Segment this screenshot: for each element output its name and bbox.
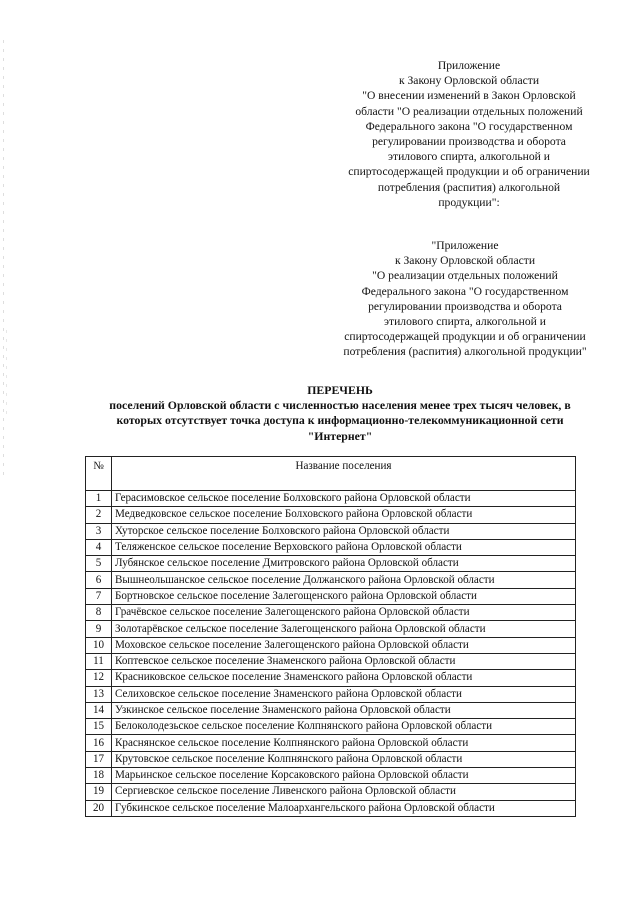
row-number: 6 xyxy=(86,572,112,588)
appendix-line: этилового спирта, алкогольной и xyxy=(384,315,546,329)
list-subtitle-line: которых отсутствует точка доступа к информационно-телекоммуникационной сети xyxy=(116,413,564,428)
column-header-name: Название поселения xyxy=(112,457,576,491)
list-heading xyxy=(90,383,590,444)
table-row xyxy=(86,751,576,767)
table-row xyxy=(86,735,576,751)
row-number: 7 xyxy=(86,588,112,604)
appendix-line: спиртосодержащей продукции и об ограничении xyxy=(348,165,590,179)
row-number: 8 xyxy=(86,605,112,621)
settlement-name: Селиховское сельское поселение Знаменского района Орловской области xyxy=(112,686,576,702)
settlement-name: Узкинское сельское поселение Знаменского района Орловской области xyxy=(112,702,576,718)
row-number: 2 xyxy=(86,507,112,523)
row-number: 15 xyxy=(86,719,112,735)
row-number: 18 xyxy=(86,768,112,784)
appendix-line: потребления (распития) алкогольной xyxy=(377,180,561,194)
settlement-name: Золотарёвское сельское поселение Залегощенского района Орловской области xyxy=(112,621,576,637)
list-subtitle-line: "Интернет" xyxy=(307,428,373,443)
row-number: 9 xyxy=(86,621,112,637)
appendix-header-original xyxy=(305,238,625,360)
table-row xyxy=(86,491,576,507)
settlement-name: Крутовское сельское поселение Колпнянского района Орловской области xyxy=(112,751,576,767)
settlement-name: Герасимовское сельское поселение Болховского района Орловской области xyxy=(112,491,576,507)
settlement-name: Моховское сельское поселение Залегощенского района Орловской области xyxy=(112,637,576,653)
appendix-line: регулировании производства и оборота xyxy=(372,135,566,149)
settlement-name: Медведковское сельское поселение Болховского района Орловской области xyxy=(112,507,576,523)
table-row xyxy=(86,637,576,653)
column-header-number: № xyxy=(86,457,112,491)
settlement-name: Краснянское сельское поселение Колпнянского района Орловской области xyxy=(112,735,576,751)
settlement-name: Сергиевское сельское поселение Ливенского района Орловской области xyxy=(112,784,576,800)
table-row xyxy=(86,588,576,604)
appendix-line: Федерального закона "О государственном xyxy=(361,284,569,298)
table-row xyxy=(86,800,576,816)
table-row xyxy=(86,539,576,555)
settlement-name: Хуторское сельское поселение Болховского района Орловской области xyxy=(112,523,576,539)
settlement-name: Грачёвское сельское поселение Залегощенского района Орловской области xyxy=(112,605,576,621)
table-row xyxy=(86,572,576,588)
appendix-line: Федерального закона "О государственном xyxy=(365,119,573,133)
appendix-line: к Закону Орловской области xyxy=(398,74,540,88)
row-number: 12 xyxy=(86,670,112,686)
table-row xyxy=(86,719,576,735)
settlement-name: Лубянское сельское поселение Дмитровского района Орловской области xyxy=(112,556,576,572)
appendix-line: спиртосодержащей продукции и об ограничении xyxy=(344,330,586,344)
appendix-line: "Приложение xyxy=(431,239,499,252)
appendix-line: области "О реализации отдельных положений xyxy=(355,104,583,118)
row-number: 16 xyxy=(86,735,112,751)
table-row xyxy=(86,702,576,718)
settlement-name: Марьинское сельское поселение Корсаковского района Орловской области xyxy=(112,768,576,784)
settlement-name: Бортновское сельское поселение Залегощенского района Орловской области xyxy=(112,588,576,604)
table-row xyxy=(86,507,576,523)
table-header-row xyxy=(86,457,576,491)
row-number: 1 xyxy=(86,491,112,507)
scan-artifact xyxy=(6,330,7,420)
settlement-name: Губкинское сельское поселение Малоархангельского района Орловской области xyxy=(112,800,576,816)
settlement-name: Теляженское сельское поселение Верховского района Орловской области xyxy=(112,539,576,555)
row-number: 10 xyxy=(86,637,112,653)
table-row xyxy=(86,653,576,669)
appendix-line: продукции": xyxy=(438,195,500,209)
appendix-line: потребления (распития) алкогольной продукции" xyxy=(343,345,587,359)
settlement-name: Белоколодезьское сельское поселение Колпнянского района Орловской области xyxy=(112,719,576,735)
appendix-line: к Закону Орловской области xyxy=(394,254,536,268)
row-number: 13 xyxy=(86,686,112,702)
scan-artifact xyxy=(3,40,4,480)
row-number: 20 xyxy=(86,800,112,816)
table-row xyxy=(86,768,576,784)
appendix-header-amendment xyxy=(309,58,629,210)
appendix-line: регулировании производства и оборота xyxy=(368,299,562,313)
table-row xyxy=(86,686,576,702)
list-subtitle-line: поселений Орловской области с численностью населения менее трех тысяч человек, в xyxy=(109,398,571,413)
row-number: 4 xyxy=(86,539,112,555)
row-number: 5 xyxy=(86,556,112,572)
table-row xyxy=(86,784,576,800)
settlement-name: Красниковское сельское поселение Знаменского района Орловской области xyxy=(112,670,576,686)
row-number: 17 xyxy=(86,751,112,767)
appendix-line: этилового спирта, алкогольной и xyxy=(388,150,550,164)
table-row xyxy=(86,670,576,686)
table-row xyxy=(86,621,576,637)
appendix-line: "О реализации отдельных положений xyxy=(372,269,558,283)
row-number: 11 xyxy=(86,653,112,669)
row-number: 14 xyxy=(86,702,112,718)
appendix-line: "О внесении изменений в Закон Орловской xyxy=(362,89,576,103)
appendix-line: Приложение xyxy=(437,59,501,72)
settlements-table xyxy=(85,456,576,817)
table-row xyxy=(86,523,576,539)
table-row xyxy=(86,556,576,572)
list-title: ПЕРЕЧЕНЬ xyxy=(307,383,373,397)
table-row xyxy=(86,605,576,621)
settlement-name: Вышнеольшанское сельское поселение Должанского района Орловской области xyxy=(112,572,576,588)
row-number: 3 xyxy=(86,523,112,539)
settlement-name: Коптевское сельское поселение Знаменского района Орловской области xyxy=(112,653,576,669)
row-number: 19 xyxy=(86,784,112,800)
